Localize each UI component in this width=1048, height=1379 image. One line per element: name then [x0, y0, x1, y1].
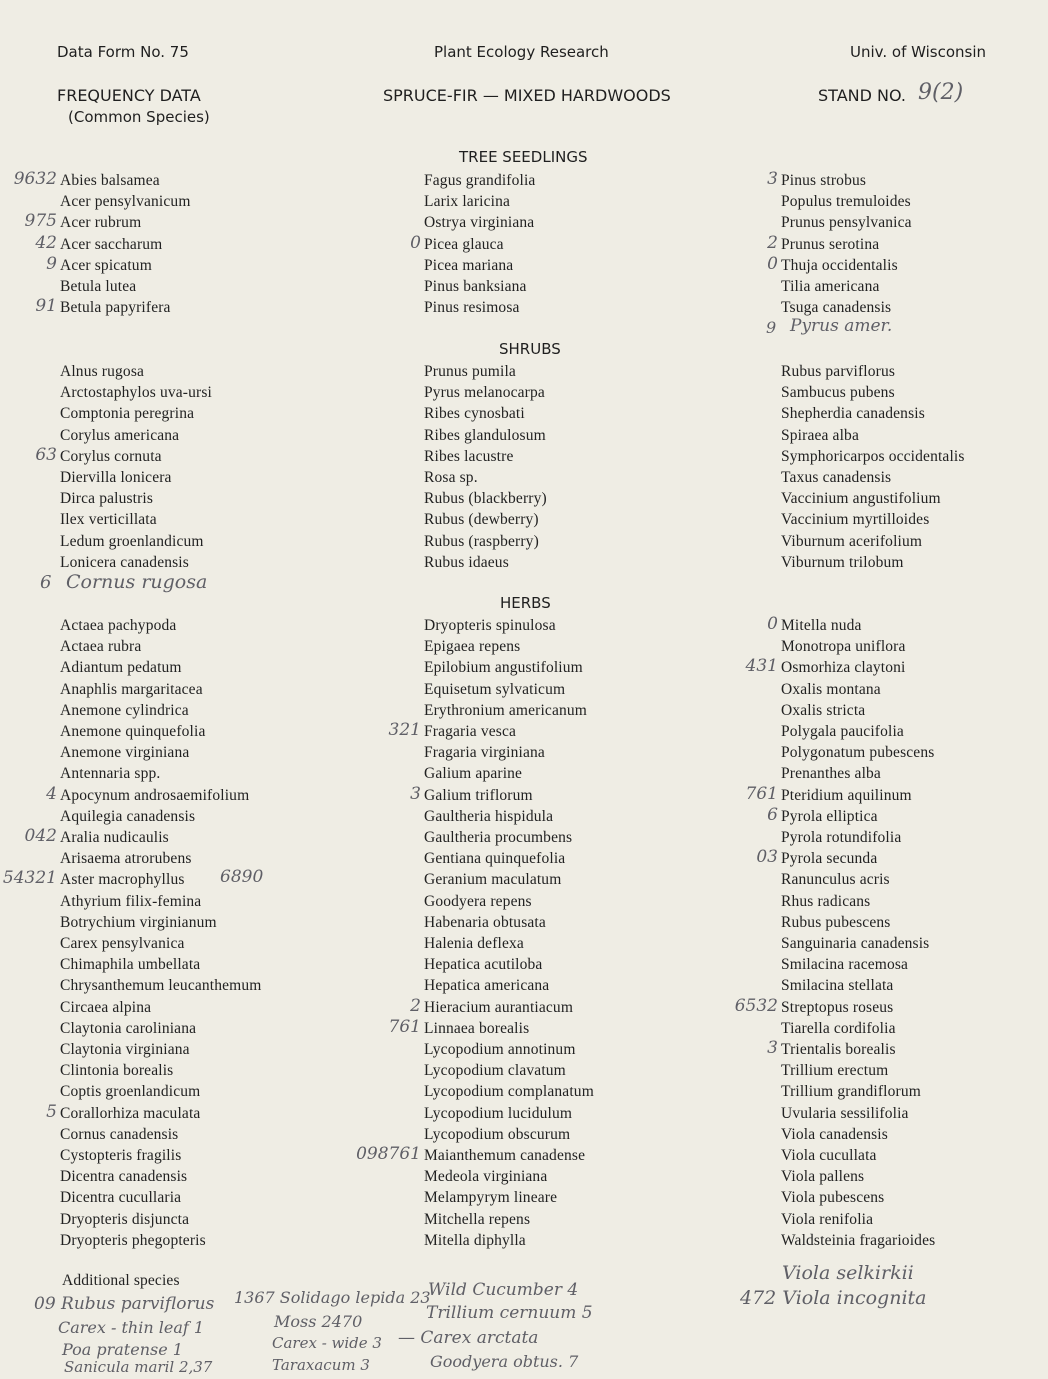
species-name: Gaultheria hispidula: [424, 807, 554, 825]
species-name: Rosa sp.: [424, 469, 478, 486]
species-name: Carex pensylvanica: [60, 935, 185, 952]
species-name: Rubus (raspberry): [424, 532, 539, 550]
species-name: Viola renifolia: [781, 1210, 874, 1228]
species-name: Pyrus melanocarpa: [424, 384, 545, 402]
species-name: Gaultheria procumbens: [424, 829, 573, 846]
species-name: Anemone cylindrica: [60, 701, 189, 719]
species-name: Sanguinaria canadensis: [781, 935, 930, 952]
species-name: Hepatica americana: [424, 977, 550, 995]
frequency-mark: 975: [24, 211, 57, 232]
species-name: Fagus grandifolia: [424, 172, 536, 189]
species-name: Dryopteris spinulosa: [424, 617, 556, 634]
species-name: Mitella diphylla: [424, 1231, 526, 1249]
species-name: Rhus radicans: [781, 892, 871, 910]
species-name: Oxalis montana: [781, 680, 881, 698]
species-name: Monotropa uniflora: [781, 638, 906, 656]
species-name: Viola pubescens: [781, 1189, 885, 1207]
species-name: Apocynum androsaemifolium: [60, 786, 250, 804]
species-name: Circaea alpina: [60, 998, 152, 1016]
form-number: Data Form No. 75: [57, 43, 189, 61]
species-name: Equisetum sylvaticum: [424, 680, 566, 698]
frequency-mark: 54321: [2, 868, 57, 889]
species-name: Dirca palustris: [60, 490, 154, 508]
species-name: Pyrola rotundifolia: [781, 829, 902, 846]
species-name: Smilacina stellata: [781, 977, 894, 995]
species-name: Osmorhiza claytoni: [781, 659, 906, 677]
species-name: Clintonia borealis: [60, 1062, 174, 1080]
species-name: Viburnum trilobum: [781, 553, 904, 571]
frequency-mark: 9632: [13, 169, 57, 189]
species-name: Mitchella repens: [424, 1210, 531, 1228]
form-title: FREQUENCY DATA: [57, 86, 201, 105]
species-name: Larix laricina: [424, 193, 511, 211]
additional-entry: Moss 2470: [274, 1312, 363, 1331]
additional-entry: Viola selkirkii: [782, 1262, 914, 1284]
species-name: Lycopodium clavatum: [424, 1062, 566, 1080]
species-name: Epigaea repens: [424, 638, 521, 656]
species-name: Acer saccharum: [60, 235, 163, 253]
species-name: Prunus pumila: [424, 363, 516, 380]
species-name: Aster macrophyllus: [60, 871, 185, 889]
species-name: Fragaria vesca: [424, 723, 517, 740]
species-name: Rubus (dewberry): [424, 511, 539, 529]
additional-entry: Carex - thin leaf 1: [58, 1318, 205, 1337]
species-name: Aquilegia canadensis: [60, 807, 196, 825]
species-name: Ribes glandulosum: [424, 426, 546, 444]
species-name: Adiantum pedatum: [60, 659, 182, 677]
frequency-mark: 6532: [734, 995, 778, 1016]
species-name: Diervilla lonicera: [60, 469, 172, 486]
species-name: Trientalis borealis: [781, 1041, 896, 1058]
species-name: Pyrola secunda: [781, 850, 878, 868]
species-name: Actaea rubra: [60, 638, 142, 656]
species-name: Geranium maculatum: [424, 871, 562, 889]
species-name: Melampyrym lineare: [424, 1189, 558, 1207]
species-name: Thuja occidentalis: [781, 256, 898, 274]
frequency-mark: 431: [745, 656, 778, 677]
frequency-mark: 2: [767, 232, 778, 253]
additional-entry: 472 Viola incognita: [740, 1287, 927, 1309]
species-name: Lycopodium lucidulum: [424, 1104, 573, 1122]
species-name: Viburnum acerifolium: [781, 532, 923, 550]
species-name: Pyrola elliptica: [781, 807, 878, 825]
species-name: Arisaema atrorubens: [60, 850, 192, 868]
species-name: Corylus americana: [60, 426, 180, 444]
species-name: Uvularia sessilifolia: [781, 1104, 909, 1122]
species-name: Taxus canadensis: [781, 469, 892, 486]
species-name: Dicentra canadensis: [60, 1168, 188, 1186]
species-name: Dicentra cucullaria: [60, 1189, 182, 1207]
handwritten-mark: 6: [40, 572, 52, 593]
species-name: Oxalis stricta: [781, 701, 866, 719]
stand-label: STAND NO.: [818, 86, 907, 105]
institution-name: Plant Ecology Research: [434, 43, 609, 61]
species-name: Trillium grandiflorum: [781, 1083, 921, 1101]
species-name: Actaea pachypoda: [60, 617, 177, 634]
frequency-mark: 3: [767, 1038, 778, 1058]
species-name: Rubus idaeus: [424, 553, 509, 571]
stand-value-handwritten: 9(2): [918, 80, 964, 105]
species-name: Athyrium filix-femina: [60, 892, 202, 910]
additional-entry: Goodyera obtus. 7: [430, 1352, 579, 1371]
species-name: Abies balsamea: [60, 172, 160, 189]
species-name: Corallorhiza maculata: [60, 1104, 201, 1122]
species-name: Tsuga canadensis: [781, 299, 892, 317]
species-name: Picea mariana: [424, 256, 514, 274]
species-name: Linnaea borealis: [424, 1019, 530, 1037]
species-name: Mitella nuda: [781, 617, 862, 634]
species-name: Claytonia caroliniana: [60, 1019, 197, 1037]
species-name: Rubus (blackberry): [424, 490, 547, 508]
additional-entry: Sanicula maril 2,37: [64, 1358, 213, 1376]
university-name: Univ. of Wisconsin: [850, 43, 987, 61]
species-name: Claytonia virginiana: [60, 1041, 190, 1058]
species-name: Ostrya virginiana: [424, 214, 535, 232]
species-name: Acer rubrum: [60, 214, 142, 232]
species-name: Polygonatum pubescens: [781, 744, 935, 762]
species-name: Fragaria virginiana: [424, 744, 545, 762]
species-name: Comptonia peregrina: [60, 405, 195, 423]
additional-entry: Taraxacum 3: [272, 1356, 370, 1374]
species-name: Rubus pubescens: [781, 913, 891, 931]
frequency-mark: 0: [767, 253, 778, 274]
additional-entry: 1367 Solidago lepida 23: [234, 1288, 431, 1307]
frequency-mark: 2: [410, 995, 421, 1016]
additional-entry: 09 Rubus parviflorus: [34, 1294, 215, 1314]
species-name: Ledum groenlandicum: [60, 532, 204, 550]
species-name: Gentiana quinquefolia: [424, 850, 566, 868]
species-name: Botrychium virginianum: [60, 913, 217, 931]
frequency-mark: 042: [24, 826, 57, 846]
additional-entry: Carex - wide 3: [272, 1334, 382, 1352]
form-subtitle: (Common Species): [68, 108, 210, 126]
species-name: Viola cucullata: [781, 1147, 877, 1164]
species-name: Waldsteinia fragarioides: [781, 1231, 936, 1249]
species-name: Galium triflorum: [424, 786, 533, 804]
species-name: Dryopteris phegopteris: [60, 1231, 206, 1249]
species-name: Shepherdia canadensis: [781, 405, 925, 423]
species-name: Acer spicatum: [60, 256, 152, 274]
species-name: Alnus rugosa: [60, 363, 145, 380]
frequency-mark: 03: [756, 847, 778, 868]
species-name: Populus tremuloides: [781, 193, 911, 211]
handwritten-species: Pyrus amer.: [790, 316, 893, 336]
species-name: Anemone quinquefolia: [60, 723, 206, 740]
frequency-mark: 63: [35, 444, 57, 465]
species-name: Tilia americana: [781, 278, 880, 295]
community-title: SPRUCE-FIR — MIXED HARDWOODS: [383, 86, 671, 105]
species-name: Pinus resimosa: [424, 299, 520, 317]
species-name: Vaccinium myrtilloides: [781, 511, 930, 529]
species-name: Chrysanthemum leucanthemum: [60, 977, 262, 995]
frequency-mark: 5: [46, 1101, 57, 1122]
species-name: Viola pallens: [781, 1168, 865, 1186]
species-name: Ilex verticillata: [60, 511, 157, 529]
species-name: Lonicera canadensis: [60, 553, 189, 571]
species-name: Cystopteris fragilis: [60, 1147, 182, 1164]
additional-entry: Poa pratense 1: [62, 1340, 183, 1359]
species-name: Acer pensylvanicum: [60, 193, 191, 211]
species-name: Betula lutea: [60, 278, 137, 295]
species-name: Aralia nudicaulis: [60, 829, 169, 846]
species-name: Goodyera repens: [424, 892, 532, 910]
frequency-mark: 0: [767, 614, 778, 634]
species-name: Galium aparine: [424, 765, 523, 783]
species-name: Smilacina racemosa: [781, 956, 909, 974]
frequency-mark: 761: [745, 783, 778, 804]
section-title-shrubs: SHRUBS: [499, 340, 561, 358]
species-name: Halenia deflexa: [424, 935, 524, 952]
species-name: Pinus strobus: [781, 172, 867, 189]
species-name: Cornus canadensis: [60, 1125, 179, 1143]
species-name: Coptis groenlandicum: [60, 1083, 201, 1101]
species-name: Erythronium americanum: [424, 701, 587, 719]
species-name: Corylus cornuta: [60, 447, 162, 465]
additional-species-label: Additional species: [62, 1272, 180, 1289]
handwritten-species: Cornus rugosa: [66, 571, 208, 593]
species-name: Picea glauca: [424, 235, 504, 253]
species-name: Antennaria spp.: [60, 765, 161, 783]
species-name: Maianthemum canadense: [424, 1147, 586, 1164]
frequency-mark: 6: [767, 804, 778, 825]
frequency-note: 6890: [220, 867, 264, 888]
frequency-mark: 9: [46, 253, 57, 274]
species-name: Hepatica acutiloba: [424, 956, 543, 974]
handwritten-mark: 9: [766, 318, 777, 337]
species-name: Pteridium aquilinum: [781, 786, 912, 804]
species-name: Betula papyrifera: [60, 299, 171, 317]
species-name: Lycopodium complanatum: [424, 1083, 594, 1101]
species-name: Ranunculus acris: [781, 871, 890, 889]
additional-entry: — Carex arctata: [398, 1328, 539, 1348]
species-name: Spiraea alba: [781, 426, 859, 444]
species-name: Hieracium aurantiacum: [424, 998, 574, 1016]
species-name: Streptopus roseus: [781, 998, 894, 1016]
section-title-tree-seedlings: TREE SEEDLINGS: [459, 148, 588, 166]
frequency-mark: 4: [46, 783, 57, 804]
species-name: Tiarella cordifolia: [781, 1019, 896, 1037]
species-name: Trillium erectum: [781, 1062, 889, 1080]
species-name: Polygala paucifolia: [781, 723, 904, 740]
species-name: Prunus pensylvanica: [781, 214, 912, 232]
species-name: Pinus banksiana: [424, 278, 527, 295]
section-title-herbs: HERBS: [500, 594, 551, 612]
species-name: Chimaphila umbellata: [60, 956, 201, 974]
frequency-mark: 3: [410, 783, 421, 804]
species-name: Lycopodium obscurum: [424, 1125, 571, 1143]
species-name: Dryopteris disjuncta: [60, 1210, 190, 1228]
species-name: Vaccinium angustifolium: [781, 490, 941, 508]
species-name: Ribes cynosbati: [424, 405, 525, 423]
species-name: Prenanthes alba: [781, 765, 881, 783]
frequency-mark: 321: [388, 720, 421, 740]
frequency-mark: 098761: [356, 1144, 421, 1164]
species-name: Sambucus pubens: [781, 384, 895, 402]
species-name: Medeola virginiana: [424, 1168, 548, 1186]
species-name: Rubus parviflorus: [781, 363, 896, 380]
species-name: Anemone virginiana: [60, 744, 190, 762]
frequency-mark: 91: [35, 296, 57, 317]
species-name: Arctostaphylos uva-ursi: [60, 384, 212, 402]
species-name: Prunus serotina: [781, 235, 880, 253]
species-name: Symphoricarpos occidentalis: [781, 447, 965, 465]
frequency-mark: 42: [35, 232, 57, 253]
additional-entry: Trillium cernuum 5: [426, 1303, 593, 1323]
frequency-mark: 761: [388, 1016, 421, 1037]
frequency-mark: 3: [767, 169, 778, 189]
additional-entry: Wild Cucumber 4: [428, 1280, 579, 1300]
species-name: Viola canadensis: [781, 1125, 888, 1143]
species-name: Habenaria obtusata: [424, 913, 546, 931]
frequency-mark: 0: [410, 232, 421, 253]
species-name: Anaphlis margaritacea: [60, 680, 203, 698]
species-name: Ribes lacustre: [424, 447, 514, 465]
species-name: Epilobium angustifolium: [424, 659, 583, 677]
species-name: Lycopodium annotinum: [424, 1041, 576, 1058]
